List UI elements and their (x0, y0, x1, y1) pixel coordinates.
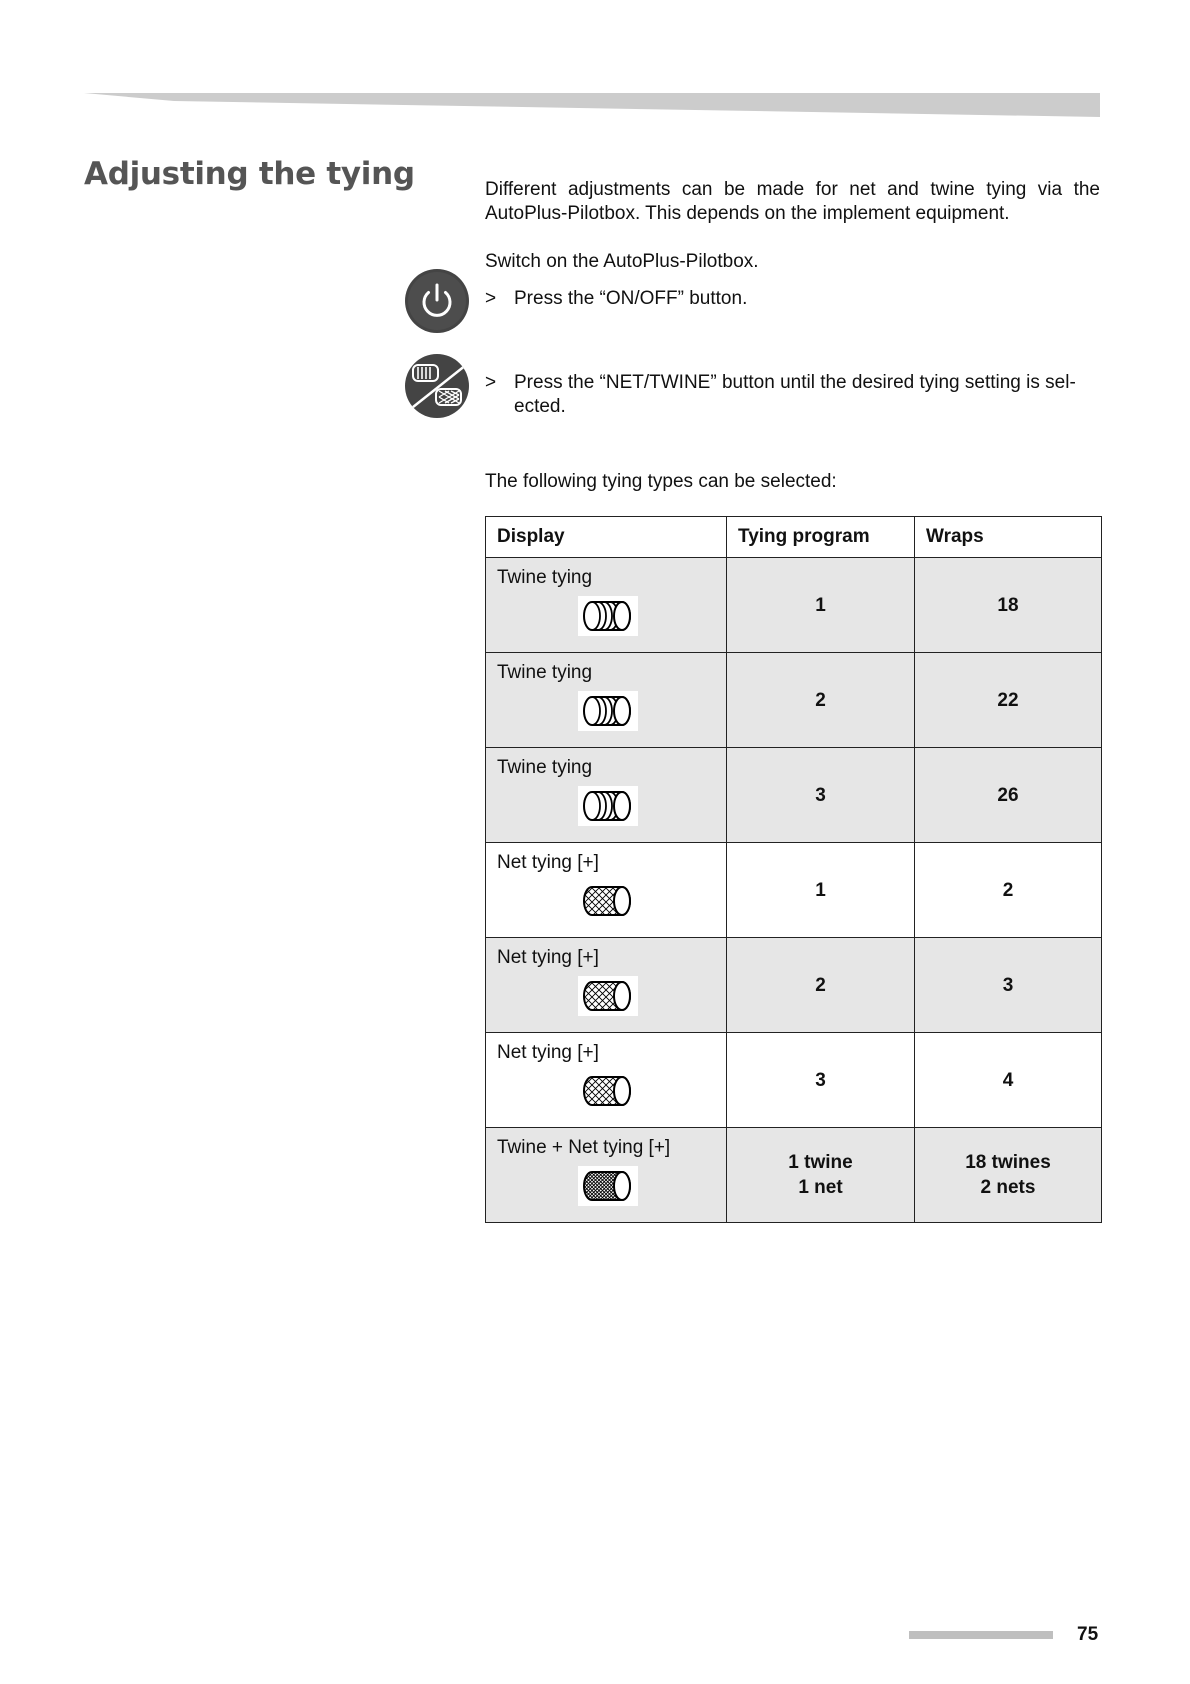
program-value: 3 (815, 784, 826, 806)
net-bale-icon (578, 881, 638, 921)
program-value: 1 net (798, 1177, 843, 1198)
step-text: Press the “ON/OFF” button. (514, 288, 748, 309)
header-wraps: Wraps (915, 517, 1102, 558)
wraps-value: 3 (1002, 974, 1014, 996)
display-cell (486, 748, 727, 843)
page-number: 75 (1077, 1624, 1099, 1645)
display-cell (486, 558, 727, 653)
display-cell (486, 1033, 727, 1128)
net-twine-button-icon (404, 353, 470, 419)
wraps-cell (915, 938, 1102, 1033)
display-label: Net tying [+] (497, 1042, 599, 1063)
twine-bale-icon (578, 596, 638, 636)
program-cell (727, 938, 915, 1033)
step-on-off (485, 287, 1100, 311)
display-cell (486, 938, 727, 1033)
switch-on-instruction: Switch on the AutoPlus-Pilotbox. (485, 251, 759, 272)
program-cell (727, 1033, 915, 1128)
program-value: 1 (815, 879, 826, 901)
program-value: 1 twine (788, 1152, 853, 1173)
display-label: Net tying [+] (497, 852, 599, 873)
program-value: 2 (815, 974, 826, 996)
program-value: 2 (815, 689, 826, 711)
display-label: Twine + Net tying [+] (497, 1137, 671, 1158)
table-row (486, 1033, 1102, 1128)
footer-bar (909, 1631, 1053, 1639)
page-title: Adjusting the tying (84, 156, 415, 192)
wraps-value: 2 (1002, 879, 1014, 901)
tying-types-table (485, 516, 1102, 1223)
wraps-value: 2 nets (980, 1177, 1036, 1198)
program-value: 1 (815, 594, 826, 616)
program-cell (727, 843, 915, 938)
wraps-value: 22 (997, 689, 1019, 711)
display-cell (486, 653, 727, 748)
power-button-icon (404, 268, 470, 334)
wraps-value: 18 twines (965, 1152, 1051, 1173)
program-cell (727, 1128, 915, 1223)
table-row (486, 653, 1102, 748)
wraps-cell (915, 653, 1102, 748)
step-text: Press the “NET/TWINE” button until the desired tying setting is sel-ected. (514, 372, 1076, 417)
wraps-value: 4 (1002, 1069, 1014, 1091)
net-bale-icon (578, 976, 638, 1016)
display-label: Twine tying (497, 757, 593, 778)
wraps-value: 18 (997, 594, 1019, 616)
table-row (486, 1128, 1102, 1223)
display-cell (486, 1128, 727, 1223)
step-marker: > (485, 372, 497, 393)
header-display: Display (486, 517, 727, 558)
wraps-cell (915, 1033, 1102, 1128)
header-bar (84, 91, 1100, 117)
display-cell (486, 843, 727, 938)
wraps-cell (915, 558, 1102, 653)
twine-bale-icon (578, 691, 638, 731)
program-value: 3 (815, 1069, 826, 1091)
header-tying-program: Tying program (727, 517, 915, 558)
table-row (486, 938, 1102, 1033)
wraps-value: 26 (997, 784, 1019, 806)
intro-paragraph: Different adjustments can be made for net and twine tying via the AutoPlus-Pilotbox. This depends on the implement equipment. (485, 179, 1100, 224)
display-label: Twine tying (497, 567, 593, 588)
display-label: Net tying [+] (497, 947, 599, 968)
wraps-cell (915, 1128, 1102, 1223)
table-row (486, 748, 1102, 843)
display-label: Twine tying (497, 662, 593, 683)
wraps-cell (915, 748, 1102, 843)
table-row (486, 558, 1102, 653)
table-header-row (486, 517, 1102, 558)
program-cell (727, 653, 915, 748)
tying-types-intro: The following tying types can be selected: (485, 471, 837, 492)
step-net-twine (485, 371, 1100, 419)
twine-bale-icon (578, 786, 638, 826)
twine-net-bale-icon (578, 1166, 638, 1206)
table-row (486, 843, 1102, 938)
step-marker: > (485, 288, 497, 309)
program-cell (727, 748, 915, 843)
net-bale-icon (578, 1071, 638, 1111)
wraps-cell (915, 843, 1102, 938)
program-cell (727, 558, 915, 653)
